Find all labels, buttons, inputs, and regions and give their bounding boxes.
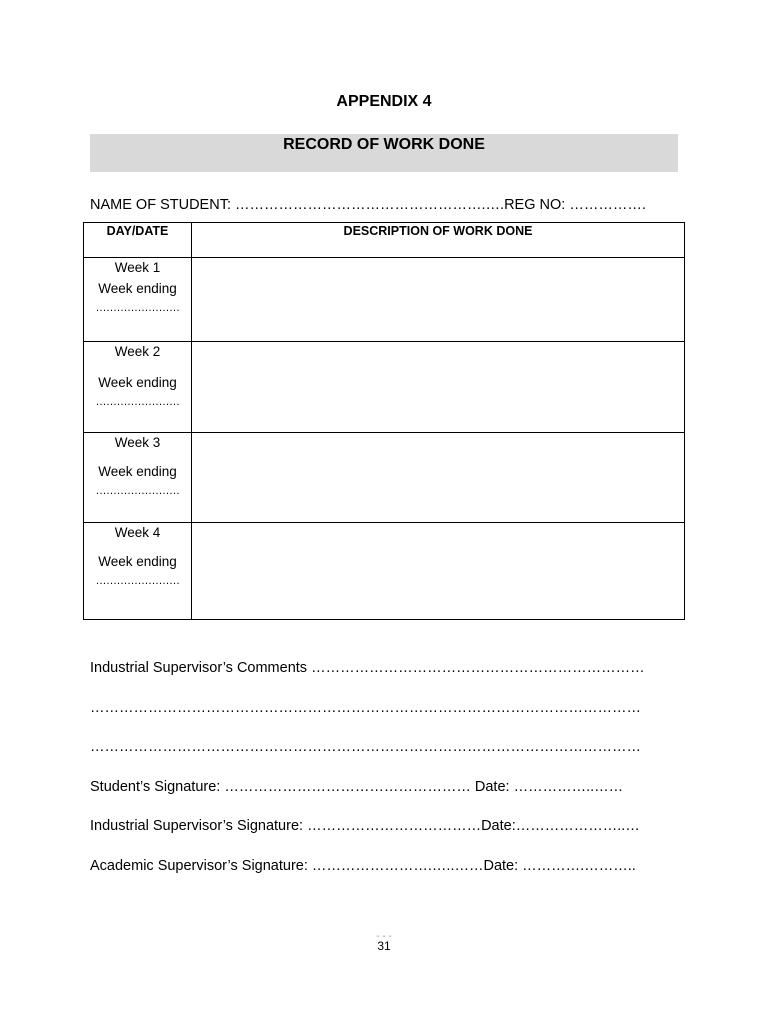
day-cell	[84, 258, 192, 342]
description-cell	[192, 342, 685, 433]
description-cell	[192, 523, 685, 620]
week-ending-dots: ……………………	[95, 575, 180, 587]
day-cell	[84, 342, 192, 433]
table-header-row	[84, 223, 685, 258]
industrial-supervisor-comments: Industrial Supervisor’s Comments ……………………………………………………………	[90, 660, 645, 676]
table-row	[84, 342, 685, 433]
industrial-supervisor-signature-line: Industrial Supervisor’s Signature: ………………………………Date:…………………..…	[90, 818, 640, 834]
day-cell	[84, 523, 192, 620]
week-label: Week 2	[114, 344, 161, 359]
academic-supervisor-signature-line: Academic Supervisor’s Signature: …………………….…..……Date: ………….………..	[90, 858, 636, 874]
week-ending-label: Week ending	[98, 281, 177, 296]
table-row	[84, 433, 685, 523]
description-cell	[192, 433, 685, 523]
record-title: RECORD OF WORK DONE	[283, 136, 485, 153]
description-cell	[192, 258, 685, 342]
header-day-date: DAY/DATE	[84, 223, 192, 258]
page-number-block	[0, 931, 768, 953]
header-description: DESCRIPTION OF WORK DONE	[192, 223, 685, 258]
page-number-mark: - - -	[376, 931, 392, 942]
week-label: Week 4	[114, 525, 161, 540]
week-ending-label: Week ending	[98, 464, 177, 479]
day-cell	[84, 433, 192, 523]
week-ending-dots: ……………………	[95, 302, 180, 314]
week-label: Week 1	[114, 260, 161, 275]
title-banner	[90, 134, 678, 172]
comments-line-2: ……………………………………………………………………………………………………	[90, 700, 641, 716]
page-number: 31	[377, 939, 391, 953]
work-record-table	[83, 222, 685, 620]
week-ending-label: Week ending	[98, 554, 177, 569]
table-row	[84, 523, 685, 620]
appendix-title: APPENDIX 4	[336, 93, 432, 110]
week-ending-dots: ……………………	[95, 485, 180, 497]
week-ending-label: Week ending	[98, 375, 177, 390]
comments-line-3: ……………………………………………………………………………………………………	[90, 739, 641, 755]
table-row	[84, 258, 685, 342]
student-signature-line: Student’s Signature: …………………………………………… Date: ……………..……	[90, 779, 624, 795]
week-ending-dots: ……………………	[95, 396, 180, 408]
week-label: Week 3	[114, 435, 161, 450]
student-name-reg-line: NAME OF STUDENT: …………………………………………….….REG NO: …………….	[90, 197, 646, 213]
